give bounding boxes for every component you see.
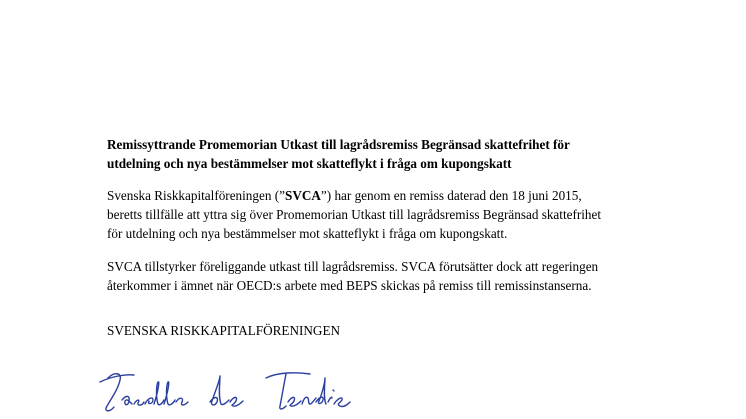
paragraph-1-line-1 bbox=[107, 188, 582, 204]
paragraph-1-line-1-post: ”) har genom en remiss daterad den 18 juni 2015, bbox=[320, 188, 582, 203]
svca-abbreviation: SVCA bbox=[285, 188, 321, 203]
paragraph-1-line-1-pre: Svenska Riskkapitalföreningen (” bbox=[107, 188, 285, 203]
paragraph-1-line-2: beretts tillfälle att yttra sig över Promemorian Utkast till lagrådsremiss Begränsad skattefrihet bbox=[107, 207, 602, 222]
paragraph-2-line-1: SVCA tillstyrker föreliggande utkast till lagrådsremiss. SVCA förutsätter dock att regeringen bbox=[107, 259, 599, 274]
heading-line-2: utdelning och nya bestämmelser mot skatteflykt i fråga om kupongskatt bbox=[107, 156, 512, 171]
handwritten-signature bbox=[96, 360, 356, 419]
paragraph-2-line-2: återkommer i ämnet när OECD:s arbete med BEPS skickas på remiss till remissinstanserna. bbox=[107, 278, 592, 293]
organization-name: SVENSKA RISKKAPITALFÖRENINGEN bbox=[107, 323, 341, 338]
heading-line-1: Remissyttrande Promemorian Utkast till lagrådsremiss Begränsad skattefrihet för bbox=[107, 137, 570, 152]
paragraph-1-line-3: för utdelning och nya bestämmelser mot skatteflykt i fråga om kupongskatt. bbox=[107, 226, 508, 241]
